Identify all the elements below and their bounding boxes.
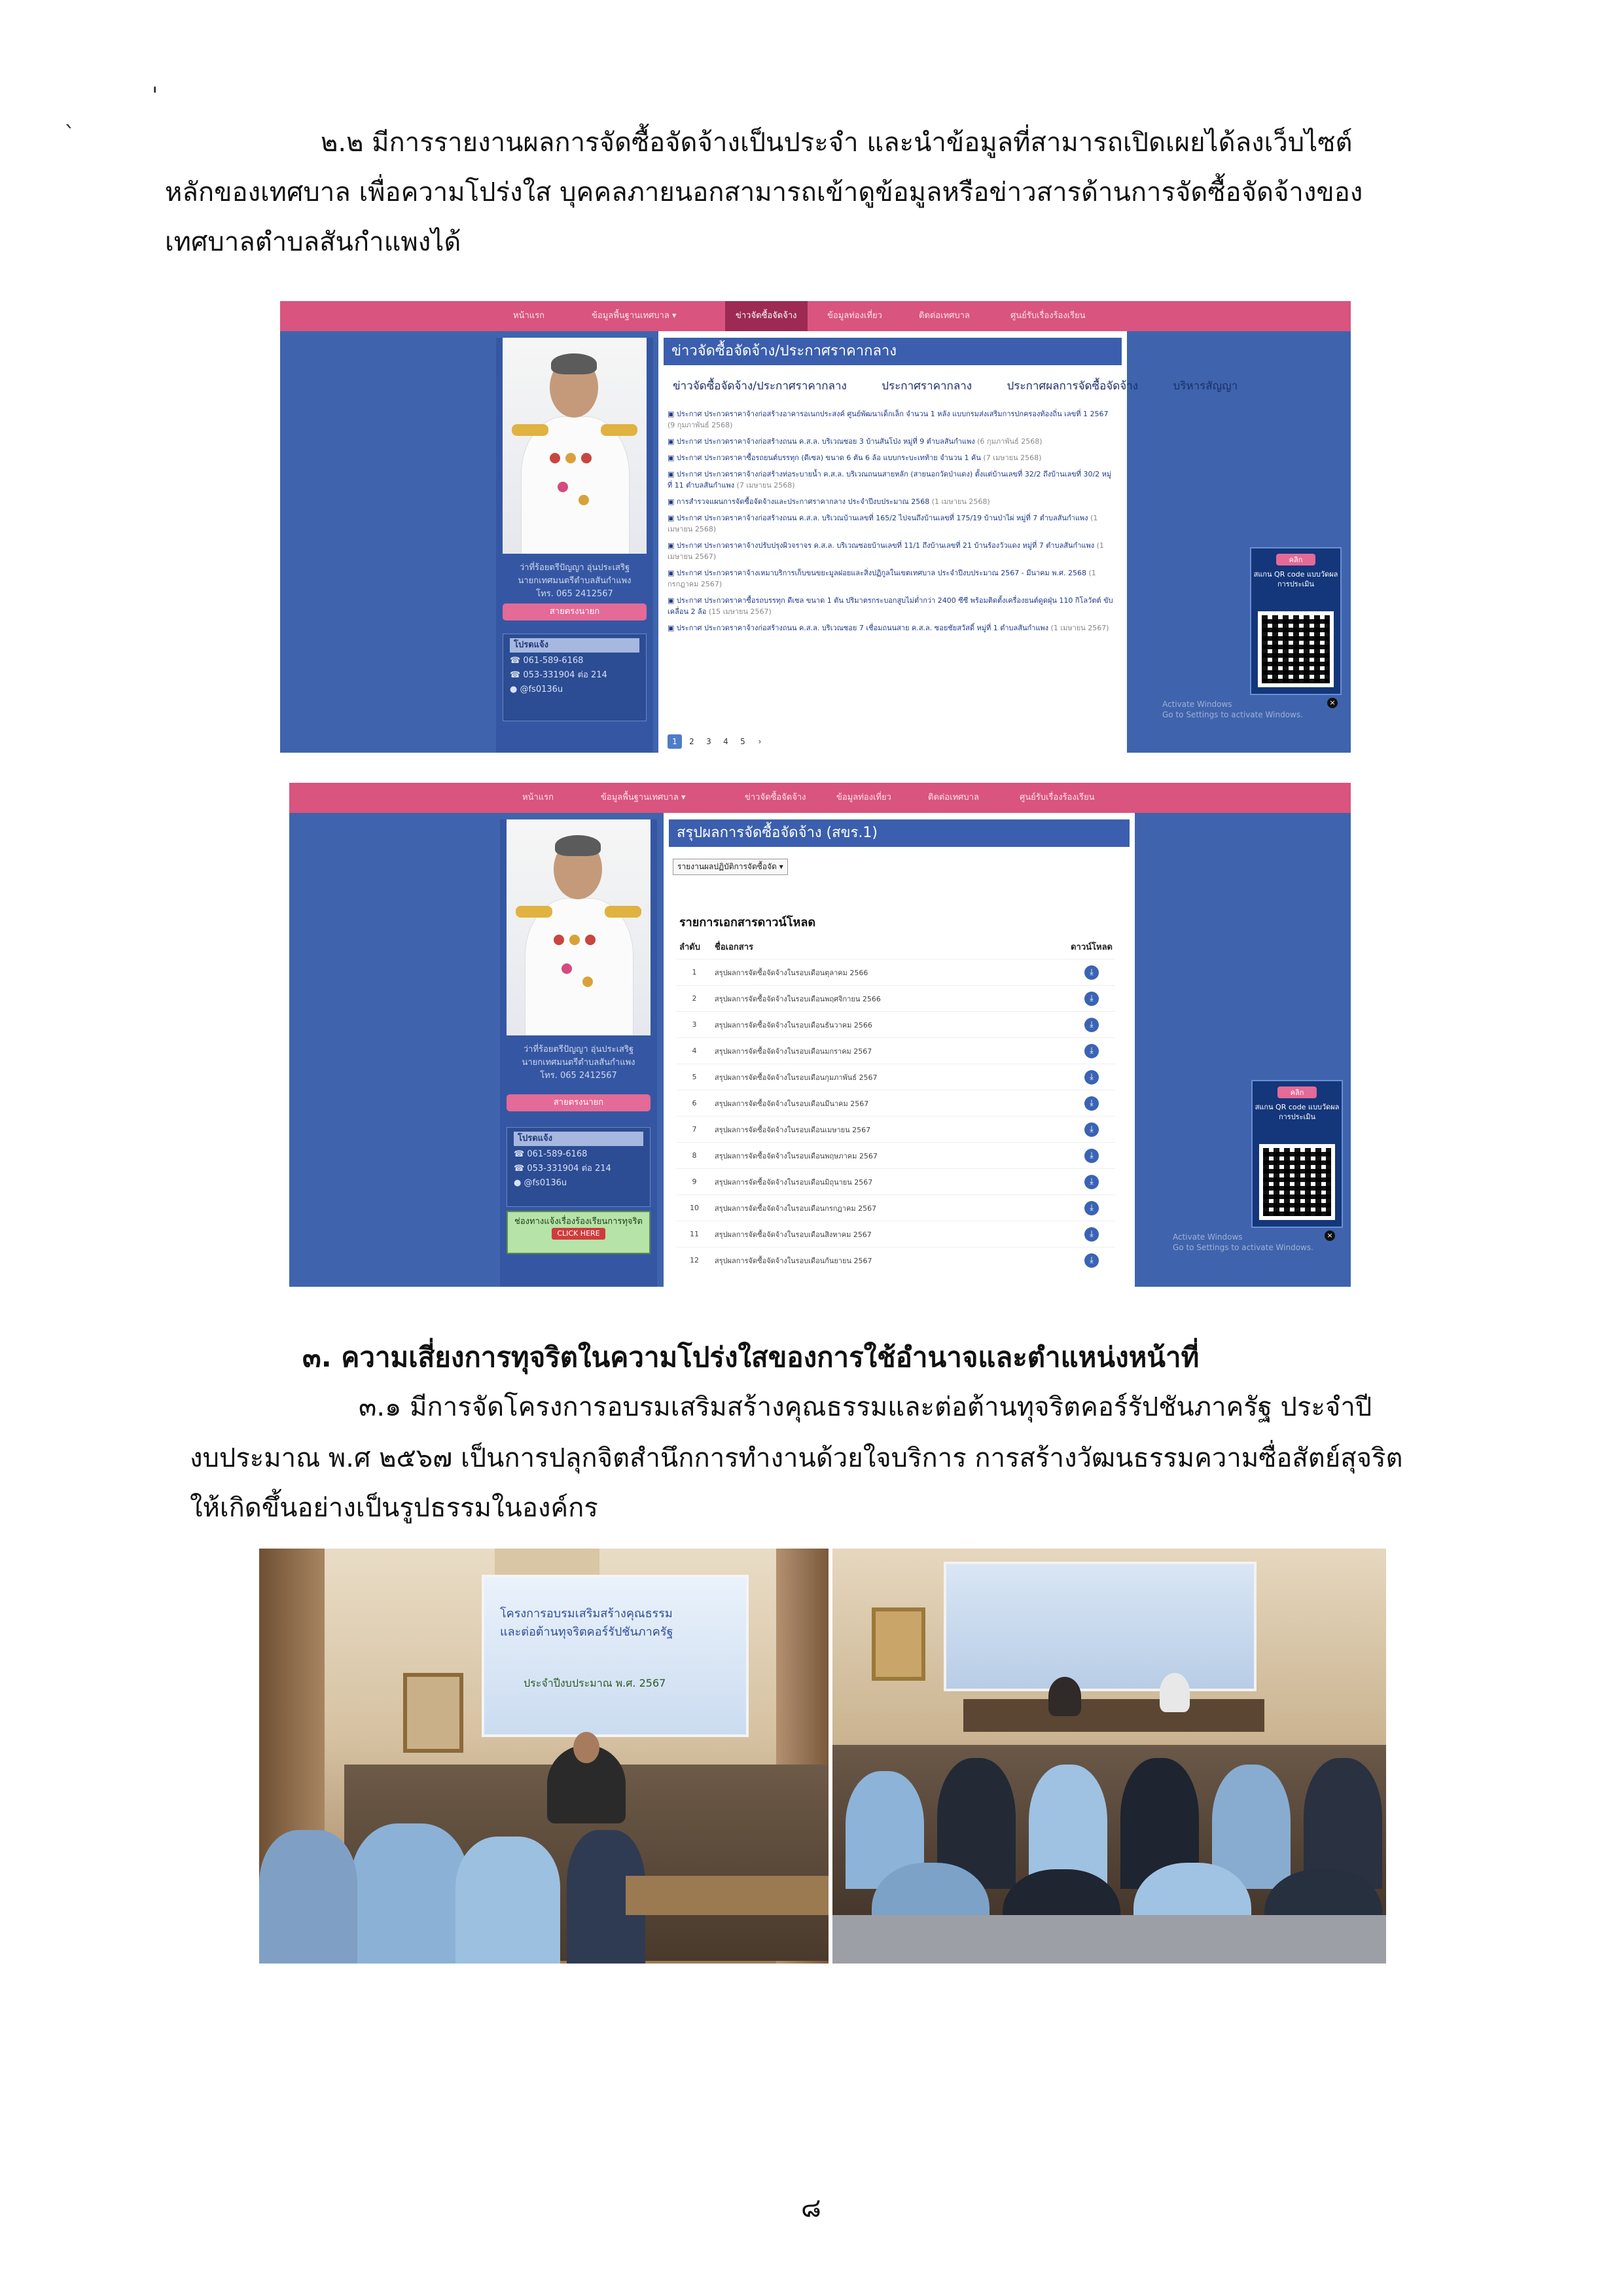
nav-contact: ติดต่อเทศบาล: [928, 793, 979, 802]
news-item[interactable]: ▣ การสำรวจแผนการจัดซื้อจัดจ้างและประกาศราคากลาง ประจำปีงบประมาณ 2568 (1 เมษายน 2568): [668, 497, 990, 506]
col-name: ชื่อเอกสาร: [715, 942, 753, 952]
main-content: [664, 813, 1135, 1287]
tab-contracts[interactable]: บริหารสัญญา: [1173, 380, 1238, 393]
sidebar: [500, 819, 657, 1287]
download-table: [677, 940, 1115, 1273]
download-icon[interactable]: ⤓: [1084, 1253, 1099, 1268]
training-photo-1: [259, 1549, 829, 1964]
projector-screen: [944, 1562, 1257, 1691]
download-icon[interactable]: ⤓: [1084, 1201, 1099, 1215]
download-icon[interactable]: ⤓: [1084, 1018, 1099, 1032]
qr-caption: สแกน QR code แบบวัดผลการประเมิน: [1253, 570, 1338, 588]
mayor-direct-button[interactable]: สายตรงนายก: [507, 1094, 651, 1111]
download-icon[interactable]: ⤓: [1084, 1044, 1099, 1058]
contact-office: ☎ 053-331904 ต่อ 214: [510, 670, 607, 680]
site-navbar: [280, 301, 1351, 331]
report-select[interactable]: รายงานผลปฏิบัติการจัดซื้อจัด ▾: [673, 859, 788, 875]
qr-survey-box[interactable]: [1251, 1080, 1343, 1228]
contact-office: ☎ 053-331904 ต่อ 214: [514, 1164, 611, 1174]
qr-click-label: คลิก: [1276, 554, 1315, 565]
table-row: 7 สรุปผลการจัดซื้อจัดจ้างในรอบเดือนเมษายน 2567 ⤓: [677, 1117, 1115, 1143]
doc-name: สรุปผลการจัดซื้อจัดจ้างในรอบเดือนมิถุนายน 2567: [712, 1169, 1068, 1195]
mayor-phone: โทร. 065 2412567: [540, 1071, 617, 1081]
sidebar: [496, 338, 653, 753]
doc-name: สรุปผลการจัดซื้อจัดจ้างในรอบเดือนสิงหาคม 2567: [712, 1221, 1068, 1247]
doc-name: สรุปผลการจัดซื้อจัดจ้างในรอบเดือนกุมภาพันธ์ 2567: [712, 1064, 1068, 1090]
page-title: สรุปผลการจัดซื้อจัดจ้าง (สขร.1): [669, 819, 1130, 847]
windows-watermark: Activate Windows Go to Settings to activate Windows.: [1173, 1232, 1313, 1252]
download-icon[interactable]: ⤓: [1084, 992, 1099, 1006]
download-icon[interactable]: ⤓: [1084, 1096, 1099, 1111]
table-row: 10 สรุปผลการจัดซื้อจัดจ้างในรอบเดือนกรกฎาคม 2567 ⤓: [677, 1195, 1115, 1221]
mayor-name: ว่าที่ร้อยตรีปัญญา อุ่นประเสริฐ: [523, 1045, 634, 1054]
contact-box: [503, 634, 647, 721]
download-icon[interactable]: ⤓: [1084, 965, 1099, 980]
nav-about: ข้อมูลพื้นฐานเทศบาล ▾: [592, 311, 677, 321]
mayor-role: นายกเทศมนตรีตำบลสันกำแพง: [522, 1058, 635, 1067]
doc-name: สรุปผลการจัดซื้อจัดจ้างในรอบเดือนพฤศจิกายน 2566: [712, 986, 1068, 1012]
mayor-role: นายกเทศมนตรีตำบลสันกำแพง: [518, 576, 632, 586]
news-item[interactable]: ▣ ประกาศ ประกวดราคาจ้างก่อสร้างถนน ค.ส.ล. บริเวณซอย 7 เชื่อมถนนสาย ค.ส.ล. ซอยชัยสวัสดิ์ หมู่ที่ 1 ตำบลสันกำแพง (1 เมษายน 2567): [668, 624, 1109, 632]
section-3-heading: ๓. ความเสี่ยงการทุจริตในความโปร่งใสของการใช้อำนาจและตำแหน่งหน้าที่: [302, 1341, 1200, 1373]
next-page[interactable]: ›: [758, 737, 762, 746]
mayor-photo: [507, 819, 651, 1035]
projector-screen: [482, 1575, 749, 1737]
nav-tourism: ข้อมูลท่องเที่ยว: [836, 793, 891, 802]
download-icon[interactable]: ⤓: [1084, 1122, 1099, 1137]
doc-name: สรุปผลการจัดซื้อจัดจ้างในรอบเดือนมีนาคม 2567: [712, 1090, 1068, 1117]
page-3[interactable]: 3: [706, 737, 711, 746]
section-2-2-line: หลักของเทศบาล เพื่อความโปร่งใส บุคคลภายนอกสามารถเข้าดูข้อมูลหรือข่าวสารด้านการจัดซื้อจัดจ้างของ: [165, 177, 1363, 207]
news-item[interactable]: ▣ ประกาศ ประกวดราคาซื้อรถยนต์บรรทุก (ดีเซล) ขนาด 6 ตัน 6 ล้อ แบบกระบะเทท้าย จำนวน 1 คัน (7 เมษายน 2568): [668, 454, 1042, 462]
nav-about: ข้อมูลพื้นฐานเทศบาล ▾: [601, 793, 686, 802]
doc-name: สรุปผลการจัดซื้อจัดจ้างในรอบเดือนมกราคม 2567: [712, 1038, 1068, 1064]
download-list-title: รายการเอกสารดาวน์โหลด: [679, 916, 816, 929]
doc-name: สรุปผลการจัดซื้อจัดจ้างในรอบเดือนตุลาคม 2566: [712, 960, 1068, 986]
contact-heading: โปรดแจ้ง: [510, 638, 639, 653]
page-2[interactable]: 2: [689, 737, 694, 746]
page-title: ข่าวจัดซื้อจัดจ้าง/ประกาศราคากลาง: [664, 338, 1122, 365]
contact-mobile: ☎ 061-589-6168: [510, 656, 584, 666]
stray-mark: `: [64, 122, 75, 148]
sub-tabs: [673, 377, 1269, 395]
col-no: ลำดับ: [679, 942, 700, 952]
page-1[interactable]: 1: [668, 734, 682, 749]
table-row: 6 สรุปผลการจัดซื้อจัดจ้างในรอบเดือนมีนาคม 2567 ⤓: [677, 1090, 1115, 1117]
table-row: 5 สรุปผลการจัดซื้อจัดจ้างในรอบเดือนกุมภาพันธ์ 2567 ⤓: [677, 1064, 1115, 1090]
news-item[interactable]: ▣ ประกาศ ประกวดราคาจ้างก่อสร้างอาคารอเนกประสงค์ ศูนย์พัฒนาเด็กเล็ก จำนวน 1 หลัง แบบกรมส่งเสริมการปกครองท้องถิ่น เลขที่ 1 2567 (9 กุมภาพันธ์ 2568): [668, 410, 1109, 429]
nav-home: หน้าแรก: [522, 793, 554, 802]
mayor-name: ว่าที่ร้อยตรีปัญญา อุ่นประเสริฐ: [519, 563, 630, 573]
qr-caption: สแกน QR code แบบวัดผลการประเมิน: [1255, 1103, 1340, 1121]
nav-complaints: ศูนย์รับเรื่องร้องเรียน: [1020, 793, 1095, 802]
tab-results[interactable]: ประกาศผลการจัดซื้อจัดจ้าง: [1007, 380, 1139, 393]
nav-complaints: ศูนย์รับเรื่องร้องเรียน: [1010, 311, 1086, 321]
nav-procurement: ข่าวจัดซื้อจัดจ้าง: [725, 301, 808, 331]
qr-survey-box[interactable]: [1250, 547, 1342, 695]
tab-median-price[interactable]: ประกาศราคากลาง: [882, 380, 972, 393]
stray-mark: ': [152, 82, 158, 109]
click-here-button[interactable]: CLICK HERE: [552, 1228, 605, 1240]
mayor-direct-button[interactable]: สายตรงนายก: [503, 603, 647, 620]
screen-title: และต่อต้านทุจริตคอร์รัปชันภาครัฐ: [500, 1625, 673, 1639]
section-2-2-line: ๒.๒ มีการรายงานผลการจัดซื้อจัดจ้างเป็นประจำ และนำข้อมูลที่สามารถเปิดเผยได้ลงเว็บไซต์: [321, 128, 1353, 158]
qr-code-icon: [1258, 611, 1334, 687]
contact-mobile: ☎ 061-589-6168: [514, 1149, 588, 1159]
download-icon[interactable]: ⤓: [1084, 1149, 1099, 1163]
page-5[interactable]: 5: [740, 737, 745, 746]
screen-title: โครงการอบรมเสริมสร้างคุณธรรม: [500, 1607, 673, 1621]
table-row: 12 สรุปผลการจัดซื้อจัดจ้างในรอบเดือนกันยายน 2567 ⤓: [677, 1247, 1115, 1274]
screen-subtitle: ประจำปีงบประมาณ พ.ศ. 2567: [524, 1677, 666, 1689]
news-item[interactable]: ▣ ประกาศ ประกวดราคาจ้างก่อสร้างท่อระบายน้ำ ค.ส.ล. บริเวณถนนสายหลัก (สายนอกวัดป่าแดง) ตั้งแต่บ้านเลขที่ 32/2 ถึงบ้านเลขที่ 30/2 หมู่ที่ 11 ตำบลสันกำแพง (7 เมษายน 2568): [668, 470, 1112, 490]
windows-watermark: Activate Windows Go to Settings to activate Windows.: [1162, 700, 1303, 719]
doc-name: สรุปผลการจัดซื้อจัดจ้างในรอบเดือนธันวาคม 2566: [712, 1012, 1068, 1038]
col-download: ดาวน์โหลด: [1071, 942, 1113, 952]
news-item[interactable]: ▣ ประกาศ ประกวดราคาจ้างก่อสร้างถนน ค.ส.ล. บริเวณซอย 3 บ้านสันโป่ง หมู่ที่ 9 ตำบลสันกำแพง (6 กุมภาพันธ์ 2568): [668, 437, 1043, 446]
doc-name: สรุปผลการจัดซื้อจัดจ้างในรอบเดือนกันยายน 2567: [712, 1247, 1068, 1274]
section-2-2-line: เทศบาลตำบลสันกำแพงได้: [165, 227, 461, 257]
section-3-1-line: ๓.๑ มีการจัดโครงการอบรมเสริมสร้างคุณธรรมและต่อต้านทุจริตคอร์รัปชันภาครัฐ ประจำปี: [359, 1392, 1372, 1422]
contact-heading: โปรดแจ้ง: [514, 1132, 643, 1146]
table-row: 8 สรุปผลการจัดซื้อจัดจ้างในรอบเดือนพฤษภาคม 2567 ⤓: [677, 1143, 1115, 1169]
procurement-news-screenshot: [280, 301, 1351, 753]
news-item[interactable]: ▣ ประกาศ ประกวดราคาจ้างปรับปรุงผิวจราจร ค.ส.ล. บริเวณซอยบ้านเลขที่ 11/1 ถึงบ้านเลขที่ 21 บ้านร้องวัวแดง หมู่ที่ 7 ตำบลสันกำแพง (1 เมษายน 2567): [668, 541, 1104, 561]
complaint-banner[interactable]: [507, 1211, 651, 1254]
table-row: 4 สรุปผลการจัดซื้อจัดจ้างในรอบเดือนมกราคม 2567 ⤓: [677, 1038, 1115, 1064]
news-item[interactable]: ▣ ประกาศ ประกวดราคาซื้อรถบรรทุก ดีเซล ขนาด 1 ตัน ปริมาตรกระบอกสูบไม่ต่ำกว่า 2400 ซีซี พร้อมติดตั้งเครื่องยนต์ดูดฝุ่น 110 กิโลวัตต์ ขับเคลื่อน 2 ล้อ (15 เมษายน 2567): [668, 596, 1113, 616]
news-item[interactable]: ▣ ประกาศ ประกวดราคาจ้างก่อสร้างถนน ค.ส.ล. บริเวณบ้านเลขที่ 165/2 ไปจนถึงบ้านเลขที่ 175/19 บ้านป่าไผ่ หมู่ที่ 7 ตำบลสันกำแพง (1 เมษายน 2568): [668, 514, 1098, 533]
qr-click-label: คลิก: [1277, 1086, 1317, 1098]
table-row: 9 สรุปผลการจัดซื้อจัดจ้างในรอบเดือนมิถุนายน 2567 ⤓: [677, 1169, 1115, 1195]
doc-name: สรุปผลการจัดซื้อจัดจ้างในรอบเดือนพฤษภาคม 2567: [712, 1143, 1068, 1169]
page-number: ๘: [801, 2193, 821, 2223]
mayor-photo: [503, 338, 647, 554]
procurement-summary-screenshot: [289, 783, 1351, 1287]
section-3-1-line: ให้เกิดขึ้นอย่างเป็นรูปธรรมในองค์กร: [190, 1493, 598, 1523]
training-photo-2: [832, 1549, 1386, 1964]
doc-name: สรุปผลการจัดซื้อจัดจ้างในรอบเดือนเมษายน 2567: [712, 1117, 1068, 1143]
close-icon[interactable]: ×: [1327, 698, 1338, 708]
news-list: [668, 408, 1115, 639]
section-3-1-line: งบประมาณ พ.ศ ๒๕๖๗ เป็นการปลุกจิตสำนึกการทำงานด้วยใจบริการ การสร้างวัฒนธรรมความซื่อสัตย์สุจริต: [190, 1443, 1403, 1473]
mayor-phone: โทร. 065 2412567: [536, 589, 613, 599]
close-icon[interactable]: ×: [1325, 1230, 1335, 1241]
pagination: [668, 734, 770, 749]
contact-line: ● @fs0136u: [510, 685, 563, 694]
page-4[interactable]: 4: [723, 737, 728, 746]
nav-contact: ติดต่อเทศบาล: [919, 311, 970, 321]
contact-box: [507, 1127, 651, 1207]
tab-procurement-news[interactable]: ข่าวจัดซื้อจัดจ้าง/ประกาศราคากลาง: [673, 380, 847, 393]
nav-tourism: ข้อมูลท่องเที่ยว: [827, 311, 882, 321]
qr-code-icon: [1259, 1144, 1335, 1220]
nav-home: หน้าแรก: [513, 311, 544, 321]
nav-procurement: ข่าวจัดซื้อจัดจ้าง: [745, 793, 806, 802]
download-icon[interactable]: ⤓: [1084, 1070, 1099, 1085]
table-row: 3 สรุปผลการจัดซื้อจัดจ้างในรอบเดือนธันวาคม 2566 ⤓: [677, 1012, 1115, 1038]
news-item[interactable]: ▣ ประกาศ ประกวดราคาจ้างเหมาบริการเก็บขนขยะมูลฝอยและสิ่งปฏิกูลในเขตเทศบาล ประจำปีงบประมาณ 2567 - มีนาคม พ.ศ. 2568 (1 กรกฎาคม 2567): [668, 569, 1096, 588]
contact-line: ● @fs0136u: [514, 1178, 567, 1188]
doc-name: สรุปผลการจัดซื้อจัดจ้างในรอบเดือนกรกฎาคม 2567: [712, 1195, 1068, 1221]
table-row: 1 สรุปผลการจัดซื้อจัดจ้างในรอบเดือนตุลาคม 2566 ⤓: [677, 960, 1115, 986]
table-row: 11 สรุปผลการจัดซื้อจัดจ้างในรอบเดือนสิงหาคม 2567 ⤓: [677, 1221, 1115, 1247]
complaint-banner-text: ช่องทางแจ้งเรื่องร้องเรียนการทุจริต: [514, 1217, 643, 1227]
site-navbar: [289, 783, 1351, 813]
table-row: 2 สรุปผลการจัดซื้อจัดจ้างในรอบเดือนพฤศจิกายน 2566 ⤓: [677, 986, 1115, 1012]
download-icon[interactable]: ⤓: [1084, 1175, 1099, 1189]
download-icon[interactable]: ⤓: [1084, 1227, 1099, 1242]
